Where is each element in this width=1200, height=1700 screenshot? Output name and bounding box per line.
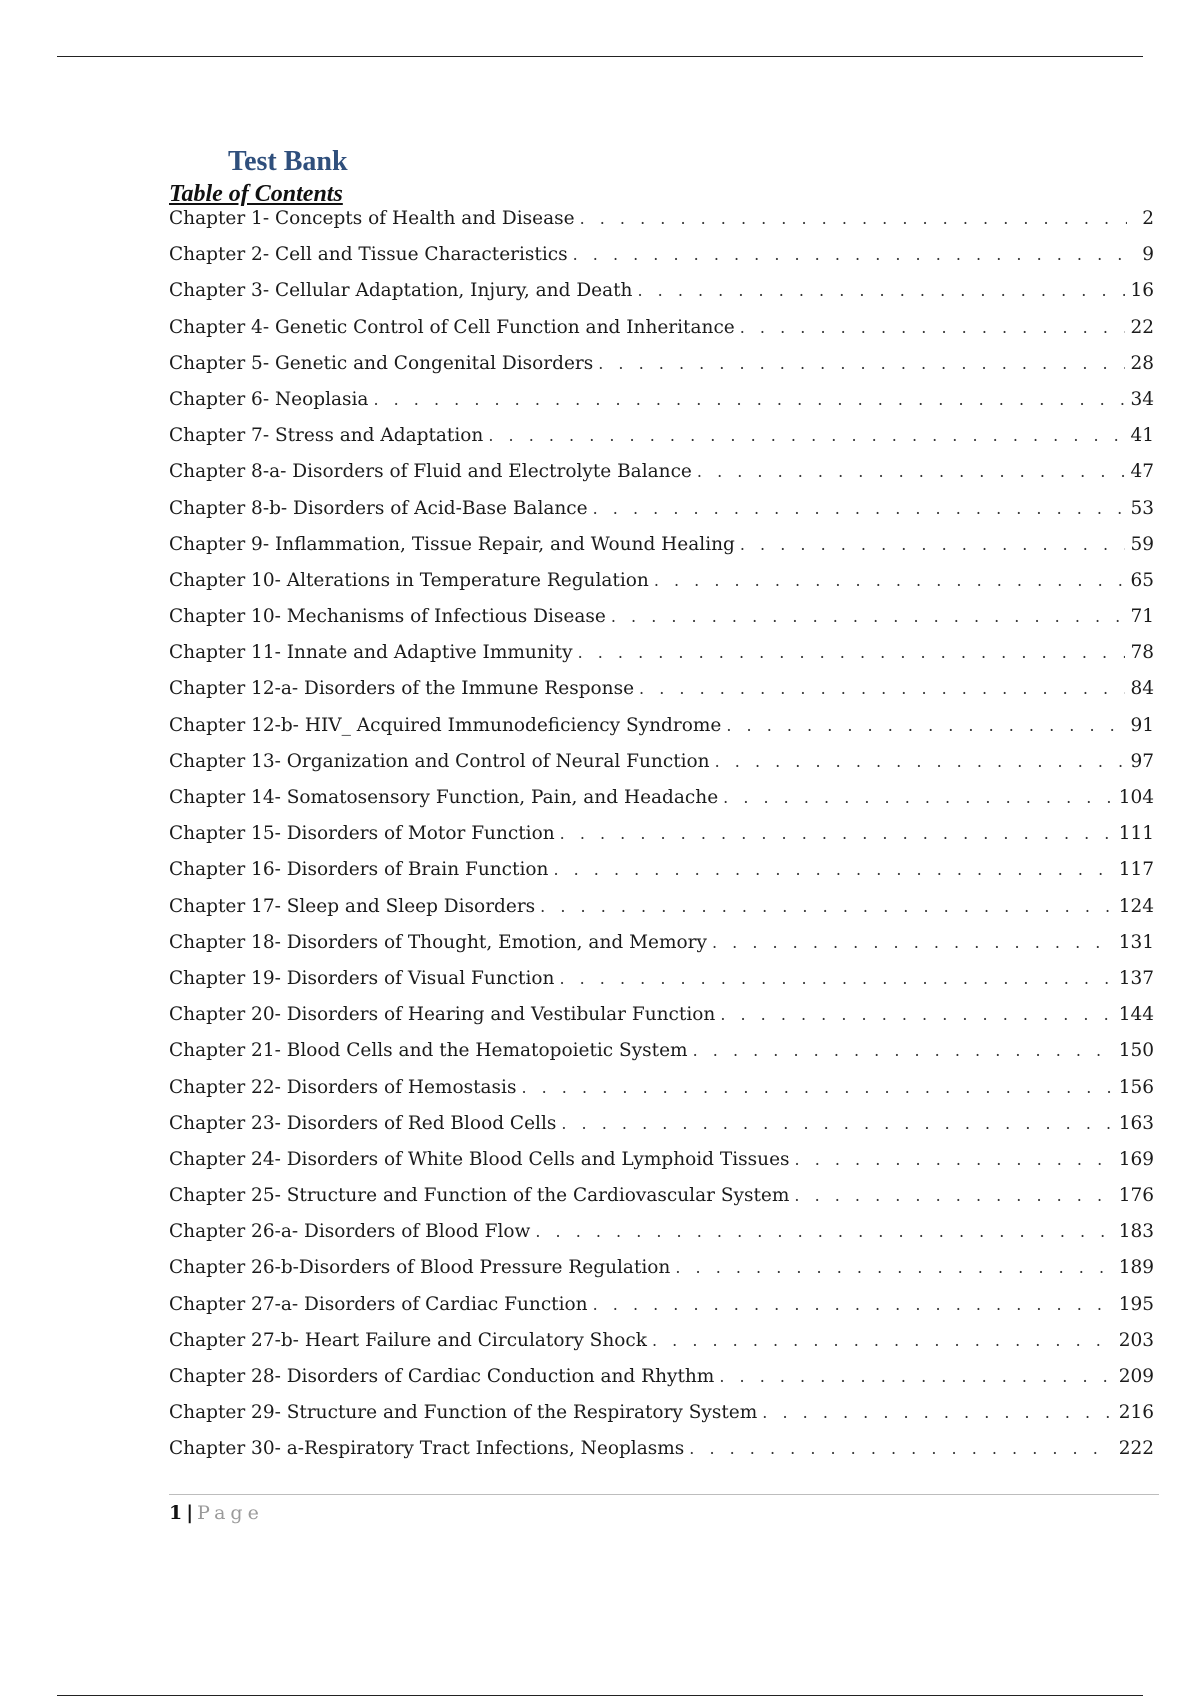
toc-dot-leader bbox=[652, 1331, 1114, 1350]
toc-entry-title: Chapter 17- Sleep and Sleep Disorders bbox=[169, 895, 536, 917]
toc-dot-leader bbox=[488, 426, 1125, 445]
toc-entry-page: 124 bbox=[1118, 895, 1154, 917]
toc-dot-leader bbox=[560, 824, 1114, 843]
toc-dot-leader bbox=[693, 1041, 1114, 1060]
toc-entry-page: 137 bbox=[1118, 967, 1154, 989]
toc-entry-title: Chapter 26-b-Disorders of Blood Pressure Regulation bbox=[169, 1257, 671, 1279]
toc-entry-title: Chapter 6- Neoplasia bbox=[169, 388, 369, 410]
toc-dot-leader bbox=[719, 1367, 1113, 1386]
footer-page-number: 1 bbox=[169, 1502, 183, 1524]
toc-entry-page: 216 bbox=[1118, 1402, 1154, 1424]
toc-entry[interactable] bbox=[169, 1221, 1154, 1257]
toc-entry[interactable] bbox=[169, 498, 1154, 534]
toc-heading: Table of Contents bbox=[169, 181, 343, 207]
toc-dot-leader bbox=[795, 1150, 1114, 1169]
toc-entry-title: Chapter 30- a-Respiratory Tract Infections, Neoplasms bbox=[169, 1438, 685, 1460]
footer-rule bbox=[169, 1494, 1159, 1495]
toc-entry-page: 97 bbox=[1130, 750, 1154, 772]
toc-dot-leader bbox=[535, 1222, 1113, 1241]
toc-entry-page: 222 bbox=[1118, 1438, 1154, 1460]
toc-entry-page: 78 bbox=[1130, 642, 1154, 664]
footer-separator: | bbox=[186, 1502, 194, 1524]
toc-entry-page: 144 bbox=[1118, 1004, 1154, 1026]
toc-entry-title: Chapter 13- Organization and Control of Neural Function bbox=[169, 750, 710, 772]
header-rule bbox=[57, 56, 1143, 57]
toc-dot-leader bbox=[559, 969, 1113, 988]
toc-entry-title: Chapter 27-b- Heart Failure and Circulatory Shock bbox=[169, 1329, 647, 1351]
toc-entry[interactable] bbox=[169, 1077, 1154, 1113]
toc-entry-page: 65 bbox=[1130, 569, 1154, 591]
toc-entry[interactable] bbox=[169, 1149, 1154, 1185]
toc-entry-title: Chapter 20- Disorders of Hearing and Vestibular Function bbox=[169, 1004, 716, 1026]
toc-entry-page: 131 bbox=[1118, 931, 1154, 953]
toc-entry-page: 28 bbox=[1130, 352, 1154, 374]
toc-entry[interactable] bbox=[169, 1294, 1154, 1330]
toc-entry[interactable] bbox=[169, 751, 1154, 787]
toc-entry[interactable] bbox=[169, 787, 1154, 823]
toc-entry-page: 176 bbox=[1118, 1185, 1154, 1207]
toc-entry[interactable] bbox=[169, 1330, 1154, 1366]
toc-entry-title: Chapter 10- Mechanisms of Infectious Disease bbox=[169, 606, 606, 628]
toc-dot-leader bbox=[726, 716, 1125, 735]
toc-dot-leader bbox=[521, 1078, 1113, 1097]
toc-entry-page: 195 bbox=[1118, 1293, 1154, 1315]
toc-entry-title: Chapter 8-b- Disorders of Acid-Base Balance bbox=[169, 497, 588, 519]
toc-dot-leader bbox=[593, 499, 1126, 518]
toc-dot-leader bbox=[580, 209, 1127, 228]
toc-dot-leader bbox=[639, 679, 1125, 698]
toc-entry-title: Chapter 12-b- HIV_ Acquired Immunodeficiency Syndrome bbox=[169, 714, 722, 736]
toc-entry-page: 34 bbox=[1130, 388, 1154, 410]
toc-entry-title: Chapter 23- Disorders of Red Blood Cells bbox=[169, 1112, 557, 1134]
toc-entry-page: 203 bbox=[1118, 1329, 1154, 1351]
toc-dot-leader bbox=[593, 1295, 1114, 1314]
toc-entry-title: Chapter 16- Disorders of Brain Function bbox=[169, 859, 549, 881]
toc-entry-title: Chapter 28- Disorders of Cardiac Conduction and Rhythm bbox=[169, 1366, 715, 1387]
toc-dot-leader bbox=[654, 571, 1126, 590]
toc-entry[interactable] bbox=[169, 244, 1154, 280]
toc-entry-page: 150 bbox=[1118, 1040, 1154, 1062]
toc-entry-page: 16 bbox=[1130, 280, 1154, 302]
toc-dot-leader bbox=[715, 752, 1126, 771]
toc-entry[interactable] bbox=[169, 461, 1154, 497]
toc-dot-leader bbox=[762, 1403, 1113, 1422]
toc-entry-title: Chapter 27-a- Disorders of Cardiac Function bbox=[169, 1293, 588, 1315]
toc-entry-page: 111 bbox=[1118, 823, 1154, 845]
toc-entry[interactable] bbox=[169, 823, 1154, 859]
toc-entry-page: 47 bbox=[1130, 461, 1154, 483]
toc-entry-title: Chapter 14- Somatosensory Function, Pain, and Headache bbox=[169, 787, 719, 808]
toc-dot-leader bbox=[573, 245, 1127, 264]
bottom-rule bbox=[57, 1695, 1143, 1696]
toc-entry-title: Chapter 10- Alterations in Temperature Regulation bbox=[169, 569, 649, 591]
toc-dot-leader bbox=[540, 897, 1114, 916]
toc-entry[interactable] bbox=[169, 642, 1154, 678]
page-footer bbox=[169, 1502, 264, 1524]
toc-dot-leader bbox=[675, 1258, 1113, 1277]
toc-entry-title: Chapter 11- Innate and Adaptive Immunity bbox=[169, 642, 573, 664]
toc-dot-leader bbox=[740, 535, 1126, 554]
toc-entry[interactable] bbox=[169, 896, 1154, 932]
toc-dot-leader bbox=[553, 860, 1113, 879]
toc-entry[interactable] bbox=[169, 606, 1154, 642]
toc-entry-title: Chapter 29- Structure and Function of the Respiratory System bbox=[169, 1402, 758, 1424]
toc-entry-title: Chapter 3- Cellular Adaptation, Injury, and Death bbox=[169, 280, 633, 302]
toc-dot-leader bbox=[794, 1186, 1113, 1205]
toc-entry[interactable] bbox=[169, 280, 1154, 316]
toc-entry-page: 71 bbox=[1130, 606, 1154, 628]
toc-entry-title: Chapter 2- Cell and Tissue Characteristics bbox=[169, 244, 568, 266]
toc-entry[interactable] bbox=[169, 208, 1154, 244]
toc-dot-leader bbox=[561, 1114, 1113, 1133]
toc-entry-page: 189 bbox=[1118, 1257, 1154, 1279]
toc-entry[interactable] bbox=[169, 317, 1154, 353]
toc-entry[interactable] bbox=[169, 1185, 1154, 1221]
toc-entry[interactable] bbox=[169, 570, 1154, 606]
toc-entry-page: 91 bbox=[1130, 714, 1154, 736]
toc-entry[interactable] bbox=[169, 425, 1154, 461]
toc-dot-leader bbox=[697, 462, 1126, 481]
toc-entry-title: Chapter 25- Structure and Function of the Cardiovascular System bbox=[169, 1185, 790, 1207]
toc-entry-page: 104 bbox=[1118, 787, 1154, 808]
toc-entry[interactable] bbox=[169, 932, 1154, 968]
toc-entry-title: Chapter 26-a- Disorders of Blood Flow bbox=[169, 1221, 531, 1243]
toc-list bbox=[169, 208, 1154, 1475]
toc-entry-title: Chapter 19- Disorders of Visual Function bbox=[169, 967, 555, 989]
toc-dot-leader bbox=[689, 1439, 1113, 1458]
toc-entry-title: Chapter 7- Stress and Adaptation bbox=[169, 425, 484, 447]
toc-entry[interactable] bbox=[169, 1113, 1154, 1149]
toc-entry-page: 169 bbox=[1118, 1148, 1154, 1170]
toc-dot-leader bbox=[740, 318, 1126, 337]
toc-dot-leader bbox=[723, 788, 1114, 807]
toc-entry[interactable] bbox=[169, 389, 1154, 425]
toc-entry-title: Chapter 4- Genetic Control of Cell Function and Inheritance bbox=[169, 316, 735, 338]
toc-dot-leader bbox=[712, 933, 1114, 952]
toc-entry-page: 183 bbox=[1118, 1221, 1154, 1243]
toc-entry[interactable] bbox=[169, 1402, 1154, 1438]
document-title: Test Bank bbox=[228, 146, 348, 177]
toc-entry-page: 163 bbox=[1118, 1112, 1154, 1134]
toc-entry-page: 53 bbox=[1130, 497, 1154, 519]
toc-entry-title: Chapter 22- Disorders of Hemostasis bbox=[169, 1076, 517, 1098]
toc-entry-title: Chapter 24- Disorders of White Blood Cells and Lymphoid Tissues bbox=[169, 1148, 790, 1170]
toc-dot-leader bbox=[611, 607, 1126, 626]
toc-entry-title: Chapter 18- Disorders of Thought, Emotion, and Memory bbox=[169, 931, 707, 953]
toc-entry-title: Chapter 1- Concepts of Health and Disease bbox=[169, 208, 575, 229]
toc-entry[interactable] bbox=[169, 968, 1154, 1004]
toc-entry-page: 2 bbox=[1142, 208, 1154, 229]
toc-entry-title: Chapter 21- Blood Cells and the Hematopoietic System bbox=[169, 1040, 688, 1062]
toc-entry[interactable] bbox=[169, 1257, 1154, 1293]
toc-dot-leader bbox=[598, 354, 1125, 373]
toc-entry-page: 209 bbox=[1118, 1366, 1154, 1387]
toc-entry-page: 84 bbox=[1130, 678, 1154, 700]
toc-entry[interactable] bbox=[169, 1366, 1154, 1402]
toc-entry-page: 22 bbox=[1130, 316, 1154, 338]
toc-entry-page: 59 bbox=[1130, 533, 1154, 555]
toc-dot-leader bbox=[373, 390, 1125, 409]
toc-entry-page: 9 bbox=[1142, 244, 1154, 266]
toc-entry-title: Chapter 5- Genetic and Congenital Disorders bbox=[169, 352, 594, 374]
toc-entry[interactable] bbox=[169, 1004, 1154, 1040]
toc-entry-page: 156 bbox=[1118, 1076, 1154, 1098]
toc-entry[interactable] bbox=[169, 678, 1154, 714]
toc-entry[interactable] bbox=[169, 1040, 1154, 1076]
toc-dot-leader bbox=[637, 281, 1125, 300]
toc-entry-page: 41 bbox=[1130, 425, 1154, 447]
footer-page-word: Page bbox=[197, 1502, 264, 1524]
toc-dot-leader bbox=[720, 1005, 1113, 1024]
toc-entry-title: Chapter 9- Inflammation, Tissue Repair, and Wound Healing bbox=[169, 533, 735, 555]
toc-entry-title: Chapter 15- Disorders of Motor Function bbox=[169, 823, 555, 845]
toc-entry[interactable] bbox=[169, 353, 1154, 389]
toc-entry[interactable] bbox=[169, 534, 1154, 570]
toc-entry[interactable] bbox=[169, 859, 1154, 895]
toc-entry[interactable] bbox=[169, 715, 1154, 751]
toc-entry[interactable] bbox=[169, 1438, 1154, 1474]
toc-entry-title: Chapter 12-a- Disorders of the Immune Response bbox=[169, 678, 635, 700]
toc-dot-leader bbox=[578, 643, 1126, 662]
toc-entry-title: Chapter 8-a- Disorders of Fluid and Electrolyte Balance bbox=[169, 461, 692, 483]
toc-entry-page: 117 bbox=[1118, 859, 1154, 881]
